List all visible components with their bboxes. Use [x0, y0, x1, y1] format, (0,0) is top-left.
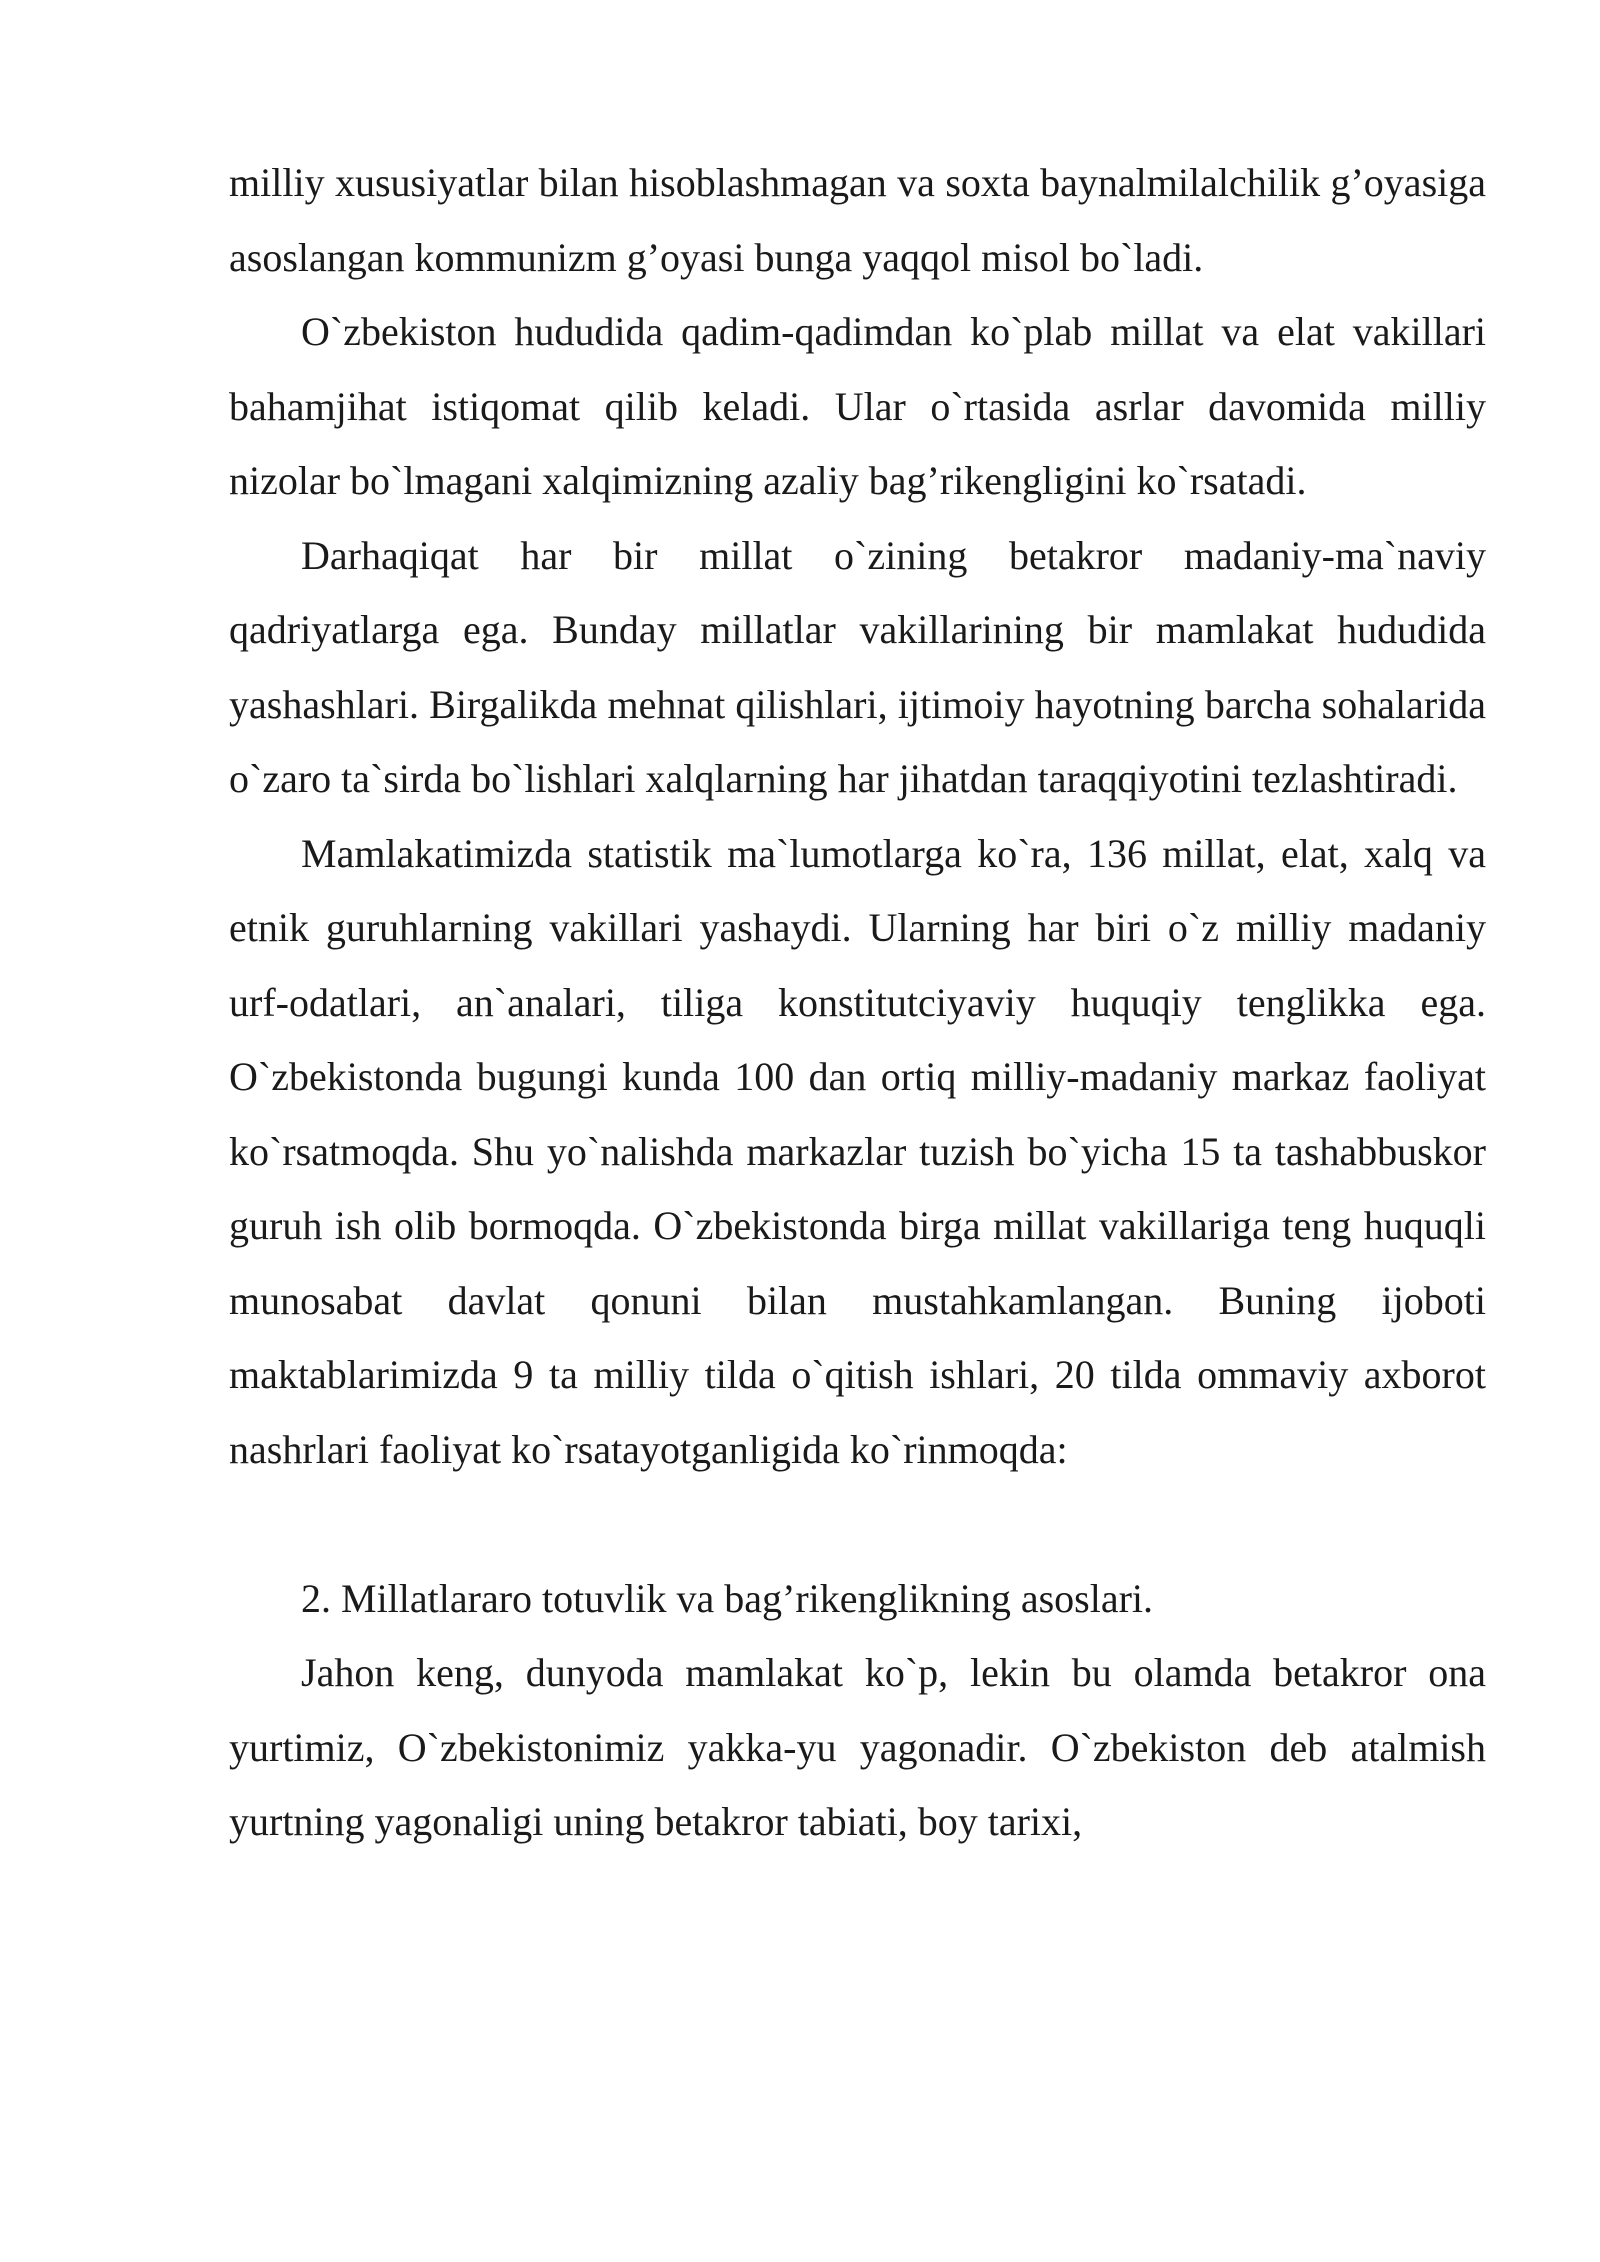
section-heading: 2. Millatlararo totuvlik va bag’rikenglikning asoslari.	[301, 1575, 1154, 1621]
document-page	[229, 146, 1486, 1860]
paragraph-uzbekistan-territory: O`zbekiston hududida qadim-qadimdan ko`plab millat va elat vakillari bahamjihat istiqomat qilib keladi. Ular o`rtasida asrlar davomida milliy nizolar bo`lmagani xalqimizning azaliy bag’rikengligini ko`rsatadi.	[229, 309, 1486, 503]
paragraph-homeland: Jahon keng, dunyoda mamlakat ko`p, lekin bu olamda betakror ona yurtimiz, O`zbekistonimiz yakka-yu yagonadir. O`zbekiston deb atalmish yurtning yagonaligi uning betakror tabiati, boy tarixi,	[229, 1650, 1486, 1844]
paragraph-continuation: milliy xususiyatlar bilan hisoblashmagan va soxta baynalmilalchilik g’oyasiga asoslangan kommunizm g’oyasi bunga yaqqol misol bo`ladi.	[229, 160, 1486, 280]
paragraph-nation-values: Darhaqiqat har bir millat o`zining betakror madaniy-ma`naviy qadriyatlarga ega. Bunday millatlar vakillarining bir mamlakat hududida yashashlari. Birgalikda mehnat qilishlari, ijtimoiy hayotning barcha sohalarida o`zaro ta`sirda bo`lishlari xalqlarning har jihatdan taraqqiyotini tezlashtiradi.	[229, 532, 1486, 801]
paragraph-statistics: Mamlakatimizda statistik ma`lumotlarga ko`ra, 136 millat, elat, xalq va etnik guruhlarning vakillari yashaydi. Ularning har biri o`z milliy madaniy urf-odatlari, an`analari, tiliga konstitutciyaviy huquqiy tenglikka ega. O`zbekistonda bugungi kunda 100 dan ortiq milliy-madaniy markaz faoliyat ko`rsatmoqda. Shu yo`nalishda markazlar tuzish bo`yicha 15 ta tashabbuskor guruh ish olib bormoqda. O`zbekistonda birga millat vakillariga teng huquqli munosabat davlat qonuni bilan mustahkamlangan. Buning ijoboti maktablarimizda 9 ta milliy tilda o`qitish ishlari, 20 tilda ommaviy axborot nashrlari faoliyat ko`rsatayotganligida ko`rinmoqda:	[229, 830, 1486, 1472]
